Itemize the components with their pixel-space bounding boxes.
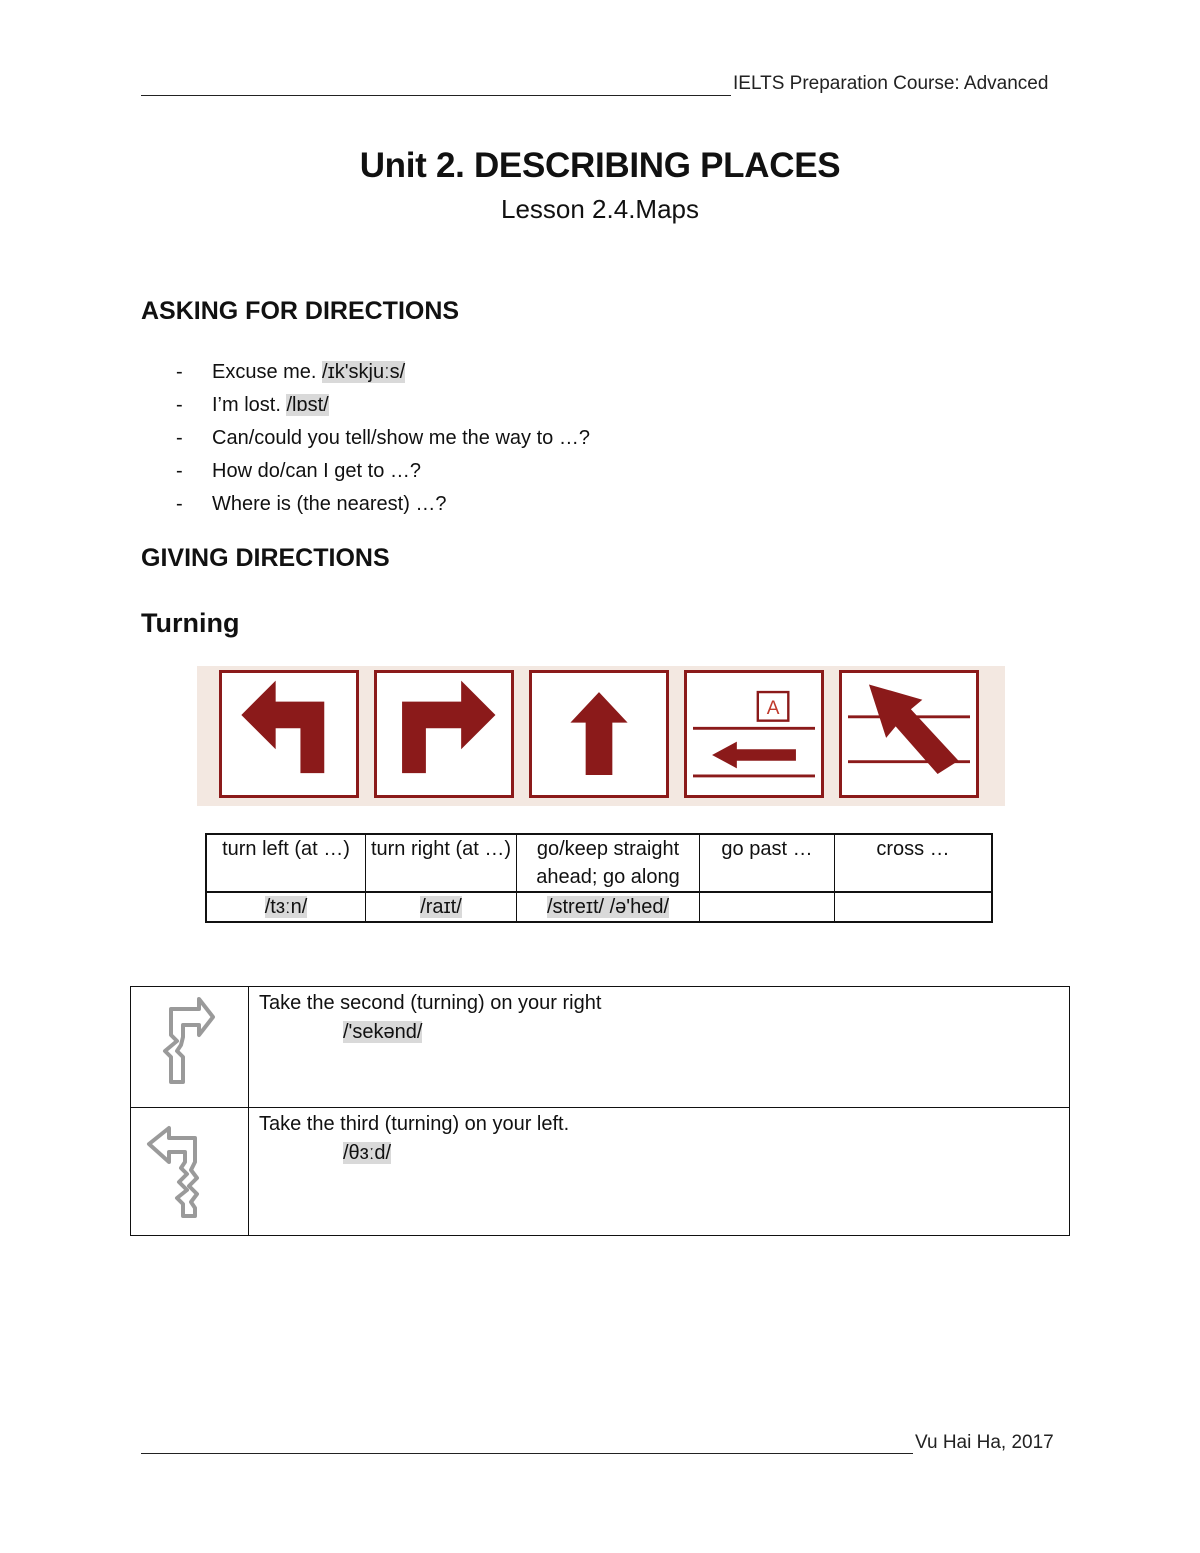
giving-heading: GIVING DIRECTIONS bbox=[141, 544, 390, 572]
list-item bbox=[176, 455, 590, 488]
table-row bbox=[131, 1108, 1070, 1236]
table-row bbox=[206, 892, 992, 922]
asking-phrase-list bbox=[176, 356, 590, 521]
phrase-ipa: /ɪk'skjuːs/ bbox=[322, 361, 406, 383]
cross-icon bbox=[839, 670, 979, 798]
term-cell: go/keep straight ahead; go along bbox=[517, 834, 700, 892]
unit-title: Unit 2. DESCRIBING PLACES bbox=[359, 146, 841, 185]
bullet-dash: - bbox=[176, 361, 183, 383]
bullet-dash: - bbox=[176, 427, 183, 449]
lesson-title: Lesson 2.4.Maps bbox=[500, 194, 699, 224]
table-row bbox=[206, 834, 992, 892]
go-past-icon bbox=[684, 670, 824, 798]
header-rule bbox=[141, 95, 731, 96]
icon-cell bbox=[131, 1108, 249, 1236]
course-name: IELTS Preparation Course: Advanced bbox=[733, 73, 1049, 94]
footer-rule bbox=[141, 1453, 913, 1454]
ordinal-turns-table bbox=[130, 986, 1070, 1236]
third-left-turn-icon bbox=[131, 1108, 248, 1230]
term-cell: turn right (at …) bbox=[366, 834, 517, 892]
text-cell bbox=[249, 1108, 1070, 1236]
turn-ipa: /'sekənd/ bbox=[343, 1021, 423, 1043]
ipa-cell bbox=[206, 892, 366, 922]
ipa-cell bbox=[366, 892, 517, 922]
term-cell: turn left (at …) bbox=[206, 834, 366, 892]
go-past-marker: A bbox=[766, 697, 780, 719]
direction-signs-strip bbox=[197, 666, 1005, 806]
phrase-ipa: /lɒst/ bbox=[286, 394, 329, 416]
footer-author: Vu Hai Ha, 2017 bbox=[915, 1432, 1054, 1453]
turn-ipa-line bbox=[343, 1018, 1059, 1047]
ipa-cell bbox=[700, 892, 835, 922]
phrase-text: Can/could you tell/show me the way to …? bbox=[212, 427, 590, 449]
term-ipa: /raɪt/ bbox=[420, 896, 462, 918]
icon-cell bbox=[131, 987, 249, 1108]
ipa-cell bbox=[517, 892, 700, 922]
bullet-dash: - bbox=[176, 460, 183, 482]
list-item bbox=[176, 356, 590, 389]
phrase-text: I’m lost. bbox=[212, 394, 287, 416]
list-item bbox=[176, 422, 590, 455]
term-cell: go past … bbox=[700, 834, 835, 892]
list-item bbox=[176, 488, 590, 521]
turn-instruction: Take the second (turning) on your right bbox=[259, 992, 602, 1014]
term-ipa: /streɪt/ /ə'hed/ bbox=[546, 896, 670, 918]
turn-right-icon bbox=[374, 670, 514, 798]
second-right-turn-icon bbox=[131, 987, 248, 1102]
asking-heading: ASKING FOR DIRECTIONS bbox=[141, 297, 460, 325]
text-cell bbox=[249, 987, 1070, 1108]
ipa-cell bbox=[835, 892, 993, 922]
turn-ipa: /θɜːd/ bbox=[343, 1142, 392, 1164]
turning-heading: Turning bbox=[141, 608, 240, 638]
bullet-dash: - bbox=[176, 493, 183, 515]
turn-ipa-line bbox=[343, 1139, 1059, 1168]
term-ipa: /tɜːn/ bbox=[264, 896, 308, 918]
phrase-text: Excuse me. bbox=[212, 361, 323, 383]
phrase-text: How do/can I get to …? bbox=[212, 460, 422, 482]
list-item bbox=[176, 389, 590, 422]
turn-left-icon bbox=[219, 670, 359, 798]
turn-instruction: Take the third (turning) on your left. bbox=[259, 1113, 570, 1135]
term-cell: cross … bbox=[835, 834, 993, 892]
direction-terms-table bbox=[205, 833, 993, 923]
phrase-text: Where is (the nearest) …? bbox=[212, 493, 447, 515]
bullet-dash: - bbox=[176, 394, 183, 416]
table-row bbox=[131, 987, 1070, 1108]
straight-ahead-icon bbox=[529, 670, 669, 798]
